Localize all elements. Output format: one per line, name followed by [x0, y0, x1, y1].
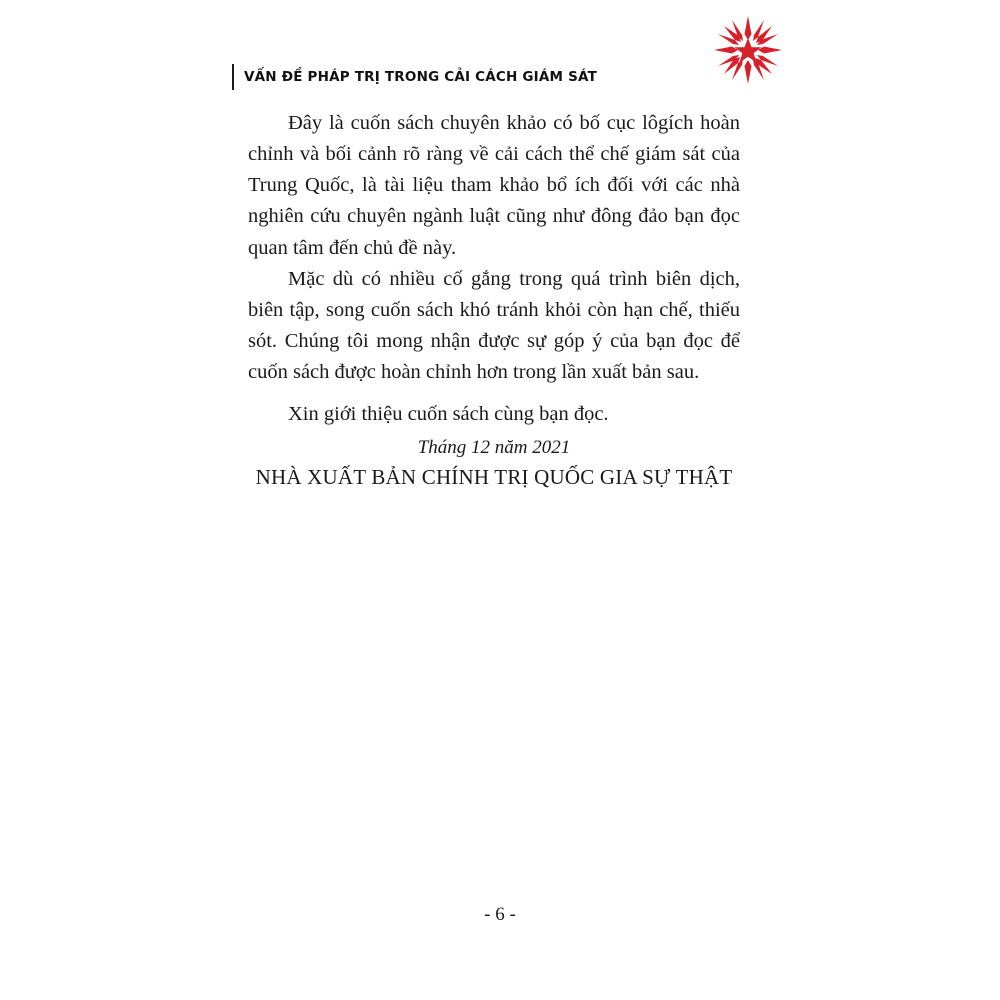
running-head-text: VẤN ĐỀ PHÁP TRỊ TRONG CẢI CÁCH GIÁM SÁT: [244, 69, 598, 85]
paragraph-spacer: [248, 388, 740, 399]
publisher-name: NHÀ XUẤT BẢN CHÍNH TRỊ QUỐC GIA SỰ THẬT: [255, 465, 733, 490]
publication-date: Tháng 12 năm 2021: [417, 436, 571, 458]
running-head-rule: [232, 64, 234, 90]
body-text-column: [248, 108, 740, 493]
paragraph: Mặc dù có nhiều cố gắng trong quá trình biên dịch, biên tập, song cuốn sách khó tránh khỏi còn hạn chế, thiếu sót. Chúng tôi mong nhận được sự góp ý của bạn đọc để cuốn sách được hoàn chỉnh hơn trong lần xuất bản sau.: [248, 267, 740, 384]
red-star-burst-emblem: [712, 14, 784, 86]
paragraph: Đây là cuốn sách chuyên khảo có bố cục lôgích hoàn chỉnh và bối cảnh rõ ràng về cải cách thể chế giám sát của Trung Quốc, là tài liệu tham khảo bổ ích đối với các nhà nghiên cứu chuyên ngành luật cũng như đông đảo bạn đọc quan tâm đến chủ đề này.: [248, 112, 740, 259]
closing-line: Xin giới thiệu cuốn sách cùng bạn đọc.: [288, 403, 609, 426]
page-number: - 6 -: [484, 904, 516, 925]
